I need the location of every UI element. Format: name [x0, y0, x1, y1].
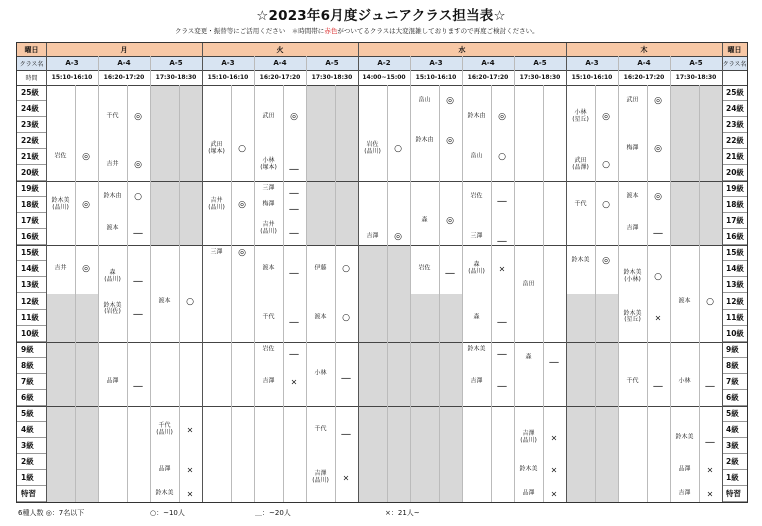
teacher-name: 森 (品川) [468, 261, 485, 276]
crowd-mark: ＿ [549, 354, 559, 365]
crowd-mark: ＿ [289, 225, 299, 236]
teacher-name: 武田 (塚本) [208, 141, 225, 156]
day-header: 月 [120, 45, 128, 54]
teacher-name: 梅澤 [626, 144, 639, 152]
unavailable-block [670, 85, 722, 245]
crowd-mark: ◎ [238, 248, 246, 259]
teacher-name: 岩佐 (品川) [364, 141, 381, 156]
teacher-name: 吉澤 [366, 232, 379, 240]
teacher-name: 千代 (品川) [156, 421, 173, 436]
level-label: 23級 [17, 117, 46, 133]
level-label-right: 4級 [722, 422, 747, 438]
crowd-mark: × [550, 465, 558, 475]
crowd-mark: ＿ [705, 378, 715, 389]
teacher-name: 鈴木美 [519, 465, 538, 473]
teacher-name: 鈴木由 [103, 192, 122, 200]
level-label-right: 24級 [722, 101, 747, 117]
level-label-right: 1級 [722, 470, 747, 486]
crowd-mark: ○ [394, 144, 402, 155]
crowd-mark: ◎ [394, 232, 402, 243]
class-header: A-3 [429, 59, 443, 67]
header-time-label: 時間 [25, 75, 38, 82]
header-divider [17, 70, 747, 71]
crowd-mark: ○ [498, 152, 506, 163]
crowd-mark: ◎ [238, 200, 246, 211]
legend-text-2: ：~10人 [156, 509, 185, 517]
teacher-name: 千代 [262, 313, 275, 321]
legend-label [18, 508, 84, 518]
teacher-name: 吉井 (品川) [260, 221, 277, 236]
teacher-name: 岩佐 [262, 345, 275, 353]
legend-title: 6種人数 [18, 509, 44, 517]
subcolumn-divider [387, 85, 388, 502]
class-header: A-5 [533, 59, 547, 67]
teacher-name: 鈴木美 [571, 256, 590, 264]
teacher-name: 森 [421, 216, 428, 224]
crowd-mark: × [550, 489, 558, 499]
class-header: A-5 [689, 59, 703, 67]
crowd-mark: ○ [602, 160, 610, 171]
unavailable-block [306, 85, 358, 245]
level-label: 14級 [17, 261, 46, 277]
unavailable-block [150, 85, 202, 245]
teacher-name: 品澤 [678, 465, 691, 473]
teacher-name: 鈴木美 (小林) [623, 269, 642, 284]
schedule-table [16, 42, 748, 503]
crowd-mark: ◎ [134, 160, 142, 171]
legend-mark-3: ＿ [255, 509, 262, 517]
crowd-mark: ＿ [497, 193, 507, 204]
header-youbi-label-right: 曜日 [727, 45, 742, 54]
crowd-mark: ◎ [446, 136, 454, 147]
level-label-right: 15級 [722, 245, 747, 261]
crowd-mark: ＿ [133, 378, 143, 389]
crowd-mark: × [550, 433, 558, 443]
legend-text-4: ：21人~ [390, 509, 420, 517]
teacher-name: 鈴木美 (星丘) [623, 309, 642, 324]
level-label: 10級 [17, 326, 46, 342]
level-label: 12級 [17, 294, 46, 310]
level-label-right: 19級 [722, 181, 747, 197]
legend-mark-1: ◎ [45, 509, 52, 517]
teacher-name: 畠山 [418, 96, 431, 104]
time-header: 17:30-18:30 [675, 74, 717, 81]
teacher-name: 千代 [106, 112, 119, 120]
teacher-name: 武田 (品澤) [572, 157, 589, 172]
legend-item-3 [255, 508, 291, 518]
class-header: A-4 [637, 59, 651, 67]
teacher-name: 小林 (塚本) [260, 157, 277, 172]
level-label: 7級 [17, 374, 46, 390]
day-header: 火 [276, 45, 284, 54]
level-label: 19級 [17, 181, 46, 197]
crowd-mark: ＿ [341, 370, 351, 381]
teacher-name: 鈴木美 [467, 345, 486, 353]
crowd-mark: ＿ [289, 201, 299, 212]
crowd-mark: ＿ [497, 346, 507, 357]
crowd-mark: ○ [238, 144, 246, 155]
level-label: 22級 [17, 133, 46, 149]
column-divider [722, 43, 723, 502]
crowd-mark: ＿ [133, 306, 143, 317]
subcolumn-divider [647, 85, 648, 502]
crowd-mark: ◎ [446, 216, 454, 227]
teacher-name: 伊藤 [314, 264, 327, 272]
notice-text [175, 26, 539, 35]
subcolumn-divider [543, 85, 544, 502]
crowd-mark: ＿ [133, 225, 143, 236]
class-header: A-5 [169, 59, 183, 67]
level-label: 25級 [17, 85, 46, 101]
level-label-right: 10級 [722, 326, 747, 342]
unavailable-block [46, 294, 98, 503]
teacher-name: 小林 [314, 369, 327, 377]
teacher-name: 岩佐 [54, 152, 67, 160]
crowd-mark: ◎ [602, 112, 610, 123]
crowd-mark: ＿ [289, 265, 299, 276]
level-label: 5級 [17, 406, 46, 422]
level-label-right: 21級 [722, 149, 747, 165]
crowd-mark: ＿ [705, 434, 715, 445]
level-label: 18級 [17, 197, 46, 213]
level-label: 15級 [17, 245, 46, 261]
column-divider [358, 43, 359, 502]
subcolumn-divider [335, 85, 336, 502]
crowd-mark: ＿ [497, 233, 507, 244]
level-label: 1級 [17, 470, 46, 486]
crowd-mark: ◎ [498, 112, 506, 123]
header-class-label-right: クラス名 [722, 60, 747, 68]
level-label-right: 12級 [722, 294, 747, 310]
class-header: A-4 [273, 59, 287, 67]
day-header: 木 [640, 45, 648, 54]
teacher-name: 鈴木美 (岩佐) [103, 301, 122, 316]
header-youbi-label: 曜日 [24, 45, 39, 54]
crowd-mark: ＿ [289, 161, 299, 172]
column-divider [670, 56, 671, 502]
level-label-right: 6級 [722, 390, 747, 406]
level-label-right: 特習 [722, 486, 747, 502]
column-divider [150, 56, 151, 502]
teacher-name: 鈴木美 [155, 489, 174, 497]
teacher-name: 鈴木由 [467, 112, 486, 120]
teacher-name: 渡本 [158, 297, 171, 305]
column-divider [254, 56, 255, 502]
crowd-mark: × [498, 264, 506, 274]
teacher-name: 畠田 [522, 281, 535, 289]
teacher-name: 岩佐 [470, 192, 483, 200]
header-class-label: クラス名 [19, 60, 44, 68]
crowd-mark: ＿ [653, 225, 663, 236]
teacher-name: 畠山 [470, 152, 483, 160]
crowd-mark: × [290, 377, 298, 387]
legend-item-2 [150, 508, 185, 518]
teacher-name: 渡本 [626, 192, 639, 200]
time-header: 16:20-17:20 [259, 74, 301, 81]
crowd-mark: ◎ [654, 192, 662, 203]
teacher-name: 渡本 [262, 264, 275, 272]
crowd-mark: × [706, 465, 714, 475]
crowd-mark: ◎ [134, 112, 142, 123]
subcolumn-divider [595, 85, 596, 502]
legend-mark-2: ○ [150, 509, 157, 517]
subcolumn-divider [75, 85, 76, 502]
subcolumn-divider [699, 85, 700, 502]
unavailable-block [358, 245, 410, 502]
level-label: 17級 [17, 213, 46, 229]
teacher-name: 吉澤 (品川) [312, 470, 329, 484]
column-divider [98, 56, 99, 502]
teacher-name: 三澤 [262, 184, 275, 192]
level-label-right: 23級 [722, 117, 747, 133]
crowd-mark: ＿ [653, 378, 663, 389]
teacher-name: 吉澤 [626, 224, 639, 232]
teacher-name: 品澤 [158, 465, 171, 473]
level-label: 4級 [17, 422, 46, 438]
time-header: 15:10-16:10 [207, 74, 249, 81]
time-header: 17:30-18:30 [155, 74, 197, 81]
level-label: 16級 [17, 229, 46, 245]
level-label-right: 14級 [722, 261, 747, 277]
teacher-name: 岩佐 [418, 264, 431, 272]
crowd-mark: ○ [342, 312, 350, 323]
unavailable-block [566, 294, 618, 503]
column-divider [618, 56, 619, 502]
level-label-right: 7級 [722, 374, 747, 390]
level-label: 3級 [17, 438, 46, 454]
teacher-name: 吉井 [106, 160, 119, 168]
column-divider [566, 43, 567, 502]
crowd-mark: × [186, 465, 194, 475]
crowd-mark: ○ [654, 272, 662, 283]
subcolumn-divider [491, 85, 492, 502]
level-label-right: 17級 [722, 213, 747, 229]
level-label-right: 3級 [722, 438, 747, 454]
level-label: 21級 [17, 149, 46, 165]
class-header: A-4 [481, 59, 495, 67]
time-header: 15:10-16:10 [51, 74, 93, 81]
subcolumn-divider [179, 85, 180, 502]
teacher-name: 渡本 [106, 224, 119, 232]
crowd-mark: ＿ [341, 426, 351, 437]
teacher-name: 吉澤 [262, 377, 275, 385]
teacher-name: 武田 [262, 112, 275, 120]
subcolumn-divider [231, 85, 232, 502]
level-label-right: 22級 [722, 133, 747, 149]
crowd-mark: ＿ [497, 378, 507, 389]
teacher-name: 千代 [314, 425, 327, 433]
time-header: 14:00~15:00 [362, 74, 406, 81]
teacher-name: 小林 [678, 377, 691, 385]
column-divider [514, 56, 515, 502]
crowd-mark: ＿ [445, 265, 455, 276]
class-header: A-3 [585, 59, 599, 67]
class-header: A-3 [221, 59, 235, 67]
teacher-name: 武田 [626, 96, 639, 104]
level-label-right: 5級 [722, 406, 747, 422]
column-divider [410, 56, 411, 502]
header-divider [17, 56, 747, 57]
notice-red-word: 赤色 [324, 27, 338, 35]
day-header: 水 [458, 45, 466, 54]
crowd-mark: ◎ [82, 264, 90, 275]
teacher-name: 森 [473, 313, 480, 321]
level-label: 9級 [17, 342, 46, 358]
time-header: 16:20-17:20 [467, 74, 509, 81]
teacher-name: 吉井 [54, 264, 67, 272]
subcolumn-divider [439, 85, 440, 502]
legend-text-1: ：7名以下 [51, 509, 85, 517]
crowd-mark: ◎ [290, 112, 298, 123]
notice-part-1: クラス変更・振替等にご活用ください ＊時間帯に [175, 27, 325, 35]
level-label-right: 2級 [722, 454, 747, 470]
teacher-name: 森 [525, 353, 532, 361]
crowd-mark: ○ [706, 296, 714, 307]
crowd-mark: ◎ [82, 152, 90, 163]
teacher-name: 吉井 (品川) [208, 197, 225, 212]
crowd-mark: ＿ [289, 314, 299, 325]
teacher-name: 森 (品川) [104, 269, 121, 284]
level-label: 20級 [17, 165, 46, 181]
level-label-right: 8級 [722, 358, 747, 374]
level-label: 特習 [17, 486, 46, 502]
level-label-right: 11級 [722, 310, 747, 326]
time-header: 15:10-16:10 [415, 74, 457, 81]
teacher-name: 三澤 [470, 232, 483, 240]
crowd-mark: × [706, 489, 714, 499]
teacher-name: 渡本 [678, 297, 691, 305]
notice-part-2: がついてるクラスは大変混雑しておりますので再度ご検討ください。 [337, 27, 539, 35]
subcolumn-divider [283, 85, 284, 502]
class-header: A-4 [117, 59, 131, 67]
class-header: A-2 [377, 59, 391, 67]
level-label-right: 25級 [722, 85, 747, 101]
level-label-right: 20級 [722, 165, 747, 181]
level-label: 8級 [17, 358, 46, 374]
crowd-mark: ○ [186, 296, 194, 307]
level-label: 24級 [17, 101, 46, 117]
teacher-name: 小林 (星丘) [572, 109, 589, 124]
teacher-name: 鈴木美 [675, 433, 694, 441]
teacher-name: 三澤 [210, 248, 223, 256]
column-divider [462, 56, 463, 502]
teacher-name: 吉澤 (品川) [520, 429, 537, 444]
crowd-mark: ＿ [289, 185, 299, 196]
legend-mark-4: × [385, 509, 391, 517]
teacher-name: 千代 [574, 200, 587, 208]
column-divider [46, 43, 47, 502]
teacher-name: 梅澤 [262, 200, 275, 208]
level-label: 13級 [17, 277, 46, 293]
level-label-right: 16級 [722, 229, 747, 245]
subcolumn-divider [127, 85, 128, 502]
level-label-right: 13級 [722, 277, 747, 293]
crowd-mark: ＿ [497, 314, 507, 325]
time-header: 17:30-18:30 [519, 74, 561, 81]
time-header: 15:10-16:10 [571, 74, 613, 81]
crowd-mark: ○ [134, 192, 142, 203]
class-header: A-5 [325, 59, 339, 67]
time-header: 17:30-18:30 [311, 74, 353, 81]
page-title: ☆2023年6月度ジュニアクラス担当表☆ [256, 8, 506, 24]
teacher-name: 吉澤 [678, 489, 691, 497]
column-divider [306, 56, 307, 502]
crowd-mark: ○ [602, 200, 610, 211]
crowd-mark: ◎ [654, 96, 662, 107]
crowd-mark: ＿ [289, 346, 299, 357]
legend-item-4 [385, 508, 420, 518]
crowd-mark: ◎ [446, 96, 454, 107]
teacher-name: 品澤 [522, 489, 535, 497]
teacher-name: 吉澤 [470, 377, 483, 385]
column-divider [202, 43, 203, 502]
crowd-mark: × [186, 489, 194, 499]
crowd-mark: ◎ [602, 256, 610, 267]
teacher-name: 鈴木由 [415, 136, 434, 144]
level-label: 6級 [17, 390, 46, 406]
level-label: 2級 [17, 454, 46, 470]
crowd-mark: × [186, 425, 194, 435]
legend-text-3: ：~20人 [262, 509, 291, 517]
crowd-mark: × [654, 313, 662, 323]
teacher-name: 品澤 [106, 377, 119, 385]
teacher-name: 渡本 [314, 313, 327, 321]
level-label-right: 18級 [722, 197, 747, 213]
crowd-mark: ○ [342, 264, 350, 275]
crowd-mark: ＿ [133, 273, 143, 284]
crowd-mark: × [342, 473, 350, 483]
unavailable-block [410, 294, 462, 503]
time-header: 16:20-17:20 [103, 74, 145, 81]
crowd-mark: ◎ [82, 200, 90, 211]
crowd-mark: ◎ [654, 144, 662, 155]
level-label-right: 9級 [722, 342, 747, 358]
time-header: 16:20-17:20 [623, 74, 665, 81]
class-header: A-3 [65, 59, 79, 67]
level-label: 11級 [17, 310, 46, 326]
teacher-name: 千代 [626, 377, 639, 385]
teacher-name: 鈴木美 (品川) [51, 197, 70, 212]
